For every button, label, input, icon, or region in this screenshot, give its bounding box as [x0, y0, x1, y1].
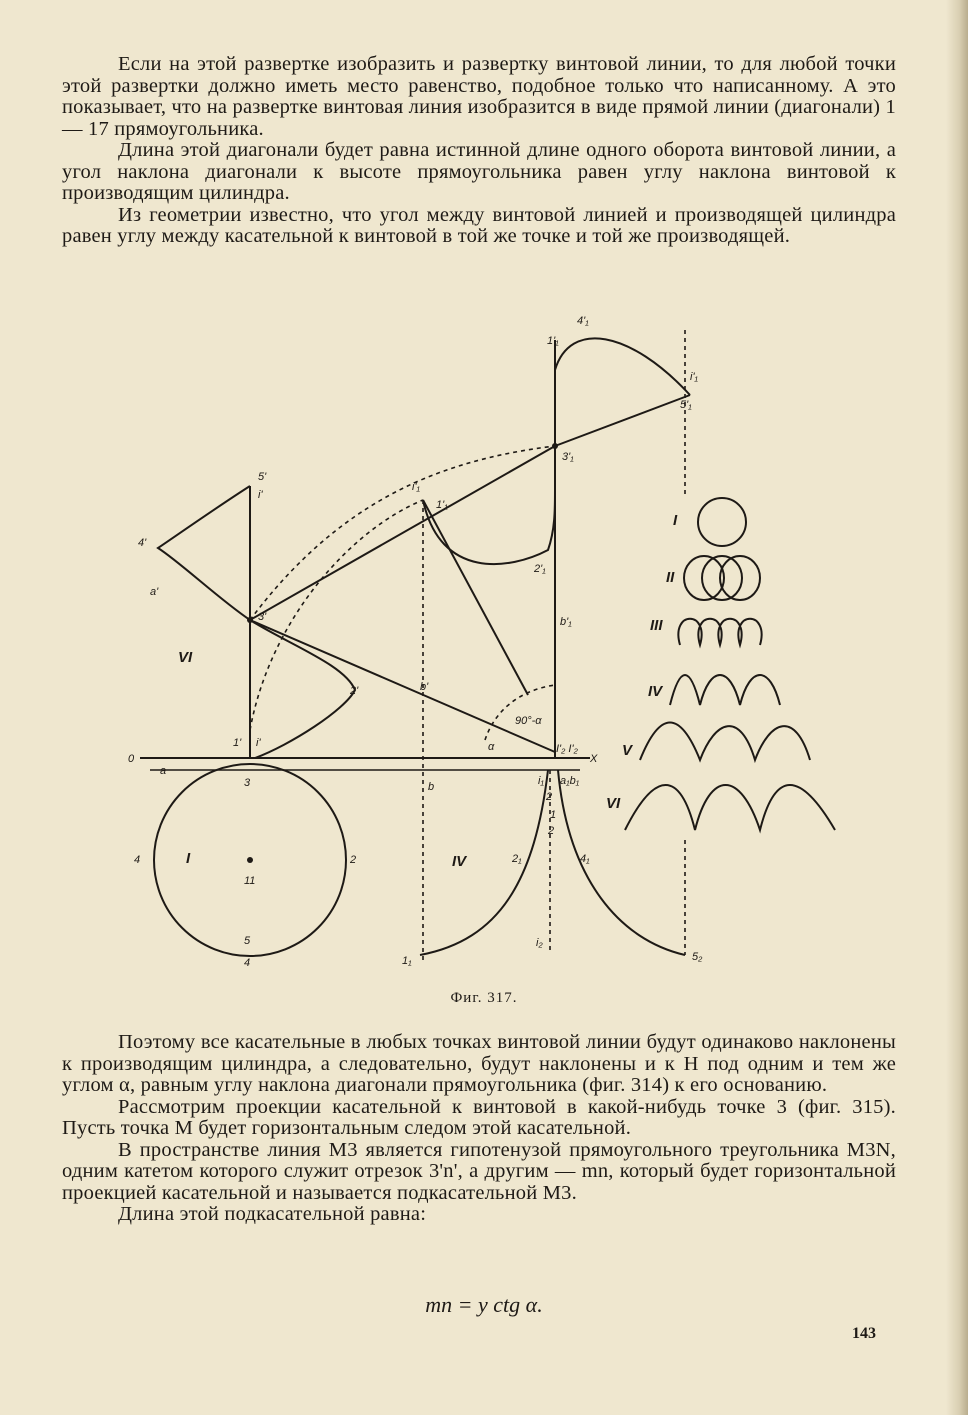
label: 1'₁ — [436, 499, 448, 511]
paragraph: Из геометрии известно, что угол между винтовой линией и производящей цилиндра равен углу между касательной к винтовой в той же точке и той же производящей. — [62, 203, 896, 247]
bottom-text-block — [62, 1032, 896, 1226]
label: 11 — [244, 875, 256, 887]
label: i'₁ — [690, 371, 699, 383]
paragraph: Если на этой развертке изобразить и развертку винтовой линии, то для любой точки этой развертки должно иметь место равенство, подобное только что написанному. А это показывает, что на развертке винтовая линия изобразится в виде прямой линии (диагонали) 1 — 17 прямоугольника. — [62, 53, 896, 140]
label: 3' — [258, 611, 267, 623]
label: 4 — [134, 854, 141, 866]
label: 1'₁ — [547, 335, 559, 347]
label: 3 — [244, 777, 251, 789]
figure-317 — [110, 300, 850, 980]
roman-label: I — [673, 512, 678, 529]
label: b'₁ — [560, 616, 572, 628]
label: 4'₁ — [577, 315, 589, 327]
diagonal-lower — [250, 620, 555, 752]
roman-label: I — [186, 850, 191, 867]
top-helix — [555, 338, 690, 395]
label: 2'₁ — [534, 563, 546, 575]
label: 1 — [550, 809, 557, 821]
label: a — [160, 765, 167, 777]
label: 4 — [244, 957, 251, 969]
dashed-arc-lower — [250, 500, 423, 730]
roman-label: V — [622, 742, 633, 759]
label: I'₂ I'₂ — [556, 743, 578, 755]
label: 4' — [138, 537, 147, 549]
label: i₂ — [536, 937, 543, 949]
label: 5₂ — [692, 951, 703, 963]
dev-curve-left — [420, 770, 548, 955]
paragraph: Длина этой подкасательной равна: — [118, 1203, 427, 1225]
label: b' — [420, 681, 429, 693]
label: X — [590, 753, 598, 765]
paragraph: Поэтому все касательные в любых точках винтовой линии будут одинаково наклонены к производящим цилиндра, а следовательно, будут наклонены и к H под одним и тем же углом α, равным углу наклона диагонали прямоугольника (фиг. 314) к его основанию. — [62, 1031, 896, 1096]
label: 1₁ — [402, 955, 412, 967]
label: i' — [256, 737, 261, 749]
label: 5 — [244, 935, 251, 947]
label: a₁b₁ — [560, 775, 580, 787]
roman-label: VI — [606, 795, 621, 812]
page-spine-shadow — [946, 0, 968, 1415]
label: 2₁ — [512, 853, 522, 865]
figure-caption: Фиг. 317. — [450, 990, 518, 1006]
label: a' — [150, 586, 159, 598]
label: 2 — [546, 791, 553, 803]
label: 0 — [128, 753, 135, 765]
label: 90°-α — [515, 715, 542, 727]
label: 4₁ — [580, 853, 590, 865]
label: i' — [258, 489, 263, 501]
label: 2 — [350, 854, 357, 866]
page-number: 143 — [852, 1325, 876, 1342]
label: 5' — [258, 471, 267, 483]
label: α — [488, 741, 495, 753]
roman-label: IV — [452, 853, 467, 870]
formula: mn = y ctg α. — [425, 1292, 543, 1317]
paragraph: В пространстве линия M3 является гипотенузой прямоугольного треугольника M3N, одним катетом которого служит отрезок 3'n', а другим — mn, который будет горизонтальной проекцией касательной и называется подкасательной M3. — [62, 1138, 896, 1204]
roman-label: II — [666, 569, 675, 586]
label: 1' — [233, 737, 242, 749]
label: 2 — [548, 825, 555, 837]
roman-label: IV — [648, 683, 663, 700]
dev-curve-right — [558, 770, 685, 955]
label: b — [428, 781, 435, 793]
label: i₁ — [538, 775, 544, 787]
diagonal-upper — [250, 446, 555, 620]
paragraph: Длина этой диагонали будет равна истинной длине одного оборота винтовой линии, а угол наклона диагонали к высоте прямоугольника равен углу наклона винтовой к производящим цилиндра. — [62, 139, 896, 204]
label: 2' — [350, 685, 359, 697]
roman-label: III — [650, 617, 663, 634]
label: 5'₁ — [680, 399, 692, 411]
label: i'₁ — [412, 481, 421, 493]
top-text-block — [62, 54, 896, 248]
label: 3'₁ — [562, 451, 574, 463]
roman-label: VI — [178, 649, 193, 666]
paragraph: Рассмотрим проекции касательной к винтовой в какой-нибудь точке 3 (фиг. 315). Пусть точка M будет горизонтальным следом этой касательной. — [62, 1095, 896, 1139]
